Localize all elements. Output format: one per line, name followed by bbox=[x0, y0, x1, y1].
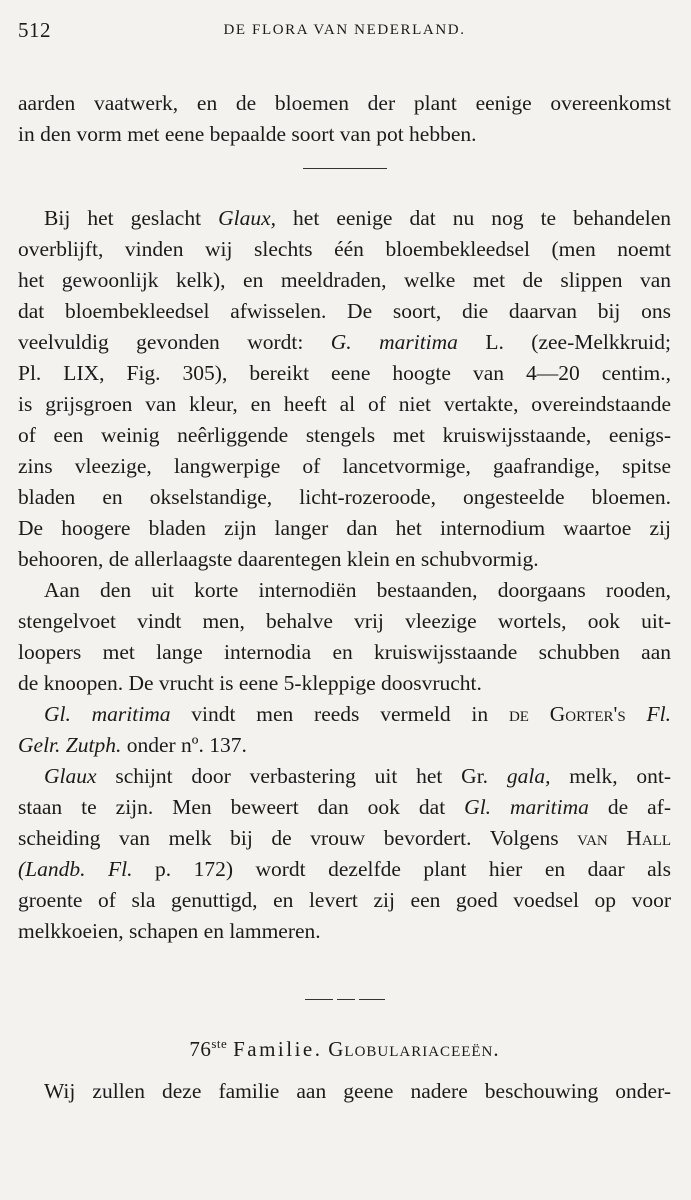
text-line bbox=[18, 761, 671, 792]
text-line: of een weinig neêrliggende stengels met kruiswijsstaande, eenigs- bbox=[18, 423, 671, 447]
running-title: DE FLORA VAN NEDERLAND. bbox=[223, 22, 466, 38]
work-title: Gelr. Zutph. bbox=[18, 733, 122, 757]
text-run: vindt men reeds vermeld in bbox=[170, 702, 509, 726]
text-run: onder nº. 137. bbox=[121, 733, 247, 757]
family-name: Globulariaceeën. bbox=[328, 1037, 500, 1061]
glaux-paragraph bbox=[18, 203, 671, 575]
family-heading bbox=[18, 1036, 671, 1062]
text-run: staan te zijn. Men beweert dan ook dat bbox=[18, 795, 465, 819]
text-run: Bij het geslacht bbox=[44, 206, 219, 230]
genus-name: Glaux bbox=[44, 764, 97, 788]
work-title: (Landb. Fl. bbox=[18, 857, 133, 881]
text-line bbox=[18, 792, 671, 823]
text-line: behooren, de allerlaagste daarentegen klein en schubvormig. bbox=[18, 547, 539, 571]
text-line: groente of sla genuttigd, en levert zij een goed voedsel op voor bbox=[18, 888, 671, 912]
text-line: aarden vaatwerk, en de bloemen der plant eenige overeenkomst bbox=[18, 91, 671, 115]
species-name: Gl. maritima bbox=[464, 795, 589, 819]
etymology-paragraph bbox=[18, 761, 671, 947]
family-label: Familie. bbox=[233, 1037, 323, 1061]
text-line: in den vorm met eene bepaalde soort van pot hebben. bbox=[18, 122, 477, 146]
text-run: scheiding van melk bij de vrouw bevordert. Volgens bbox=[18, 826, 578, 850]
text-line: loopers met lange internodia en kruiswijsstaande schubben aan bbox=[18, 640, 671, 664]
text-run: het eenige dat nu nog te behandelen bbox=[276, 206, 672, 230]
text-line bbox=[18, 327, 671, 358]
text-line: bladen en okselstandige, licht-rozeroode, ongesteelde bloemen. bbox=[18, 485, 671, 509]
text-line: Wij zullen deze familie aan geene nadere beschouwing onder- bbox=[44, 1079, 671, 1103]
page-header bbox=[18, 16, 671, 44]
family-number-value: 76 bbox=[189, 1037, 212, 1061]
text-line: Aan den uit korte internodiën bestaanden, doorgaans rooden, bbox=[44, 578, 671, 602]
divider-segment bbox=[359, 999, 385, 1000]
text-line: Pl. LIX, Fig. 305), bereikt eene hoogte van 4—20 centim., bbox=[18, 361, 671, 385]
work-title: Fl. bbox=[625, 702, 671, 726]
page-number: 512 bbox=[18, 18, 51, 42]
text-run: melk, ont- bbox=[550, 764, 672, 788]
text-line bbox=[18, 823, 671, 854]
text-line bbox=[18, 730, 671, 761]
greek-word: gala, bbox=[506, 764, 551, 788]
text-line bbox=[18, 699, 671, 730]
stem-paragraph bbox=[18, 575, 671, 699]
text-run: schijnt door verbastering uit het Gr. bbox=[96, 764, 507, 788]
section-divider bbox=[18, 999, 671, 1000]
author-name: van Hall bbox=[577, 826, 671, 850]
text-line bbox=[18, 203, 671, 234]
text-line: dat bloembekleedsel afwisselen. De soort, die daarvan bij ons bbox=[18, 299, 671, 323]
text-line: is grijsgroen van kleur, en heeft al of niet vertakte, overeindstaande bbox=[18, 392, 671, 416]
divider-segment bbox=[305, 999, 333, 1000]
text-line: melkkoeien, schapen en lammeren. bbox=[18, 919, 321, 943]
section-divider bbox=[303, 168, 387, 169]
species-name: G. maritima bbox=[330, 330, 458, 354]
text-run: L. (zee-Melkkruid; bbox=[457, 330, 671, 354]
divider-segment bbox=[337, 999, 355, 1000]
species-name: Gl. maritima bbox=[44, 702, 171, 726]
text-line: zins vleezige, langwerpige of lancetvormige, gaafrandige, spitse bbox=[18, 454, 671, 478]
text-line: het gewoonlijk kelk), en meeldraden, welke met de slippen van bbox=[18, 268, 671, 292]
text-line: stengelvoet vindt men, behalve vrij vleezige wortels, ook uit- bbox=[18, 609, 671, 633]
family-intro-paragraph bbox=[18, 1076, 671, 1107]
ordinal-suffix: ste bbox=[211, 1036, 228, 1051]
intro-paragraph bbox=[18, 88, 671, 150]
text-line bbox=[18, 854, 671, 885]
text-run: de af- bbox=[588, 795, 671, 819]
text-line: De hoogere bladen zijn langer dan het internodium waartoe zij bbox=[18, 516, 671, 540]
genus-name: Glaux, bbox=[218, 206, 277, 230]
text-line: overblijft, vinden wij slechts één bloembekleedsel (men noemt bbox=[18, 237, 671, 261]
text-run: p. 172) wordt dezelfde plant hier en daar als bbox=[132, 857, 671, 881]
author-name: de Gorter's bbox=[508, 702, 626, 726]
text-run: veelvuldig gevonden wordt: bbox=[18, 330, 331, 354]
reference-paragraph bbox=[18, 699, 671, 761]
text-line: de knoopen. De vrucht is eene 5-kleppige doosvrucht. bbox=[18, 671, 482, 695]
family-number bbox=[189, 1037, 227, 1061]
